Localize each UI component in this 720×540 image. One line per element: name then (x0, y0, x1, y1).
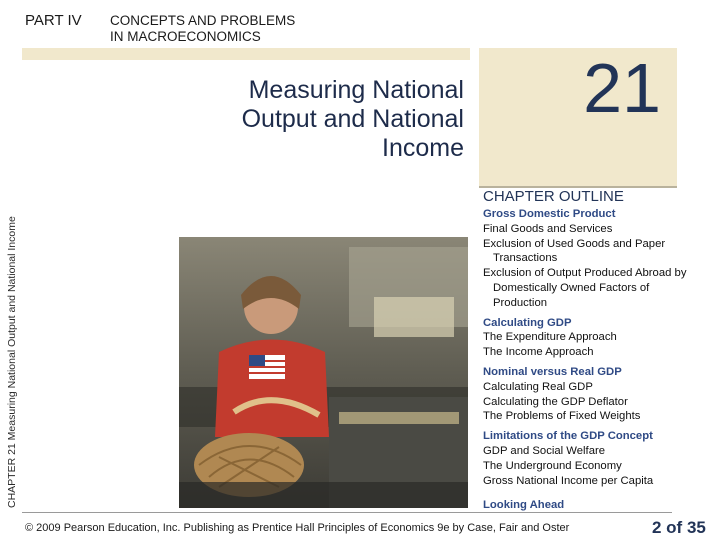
side-chapter-label: CHAPTER 21 Measuring National Output and National Income (6, 216, 18, 508)
chapter-outline (483, 207, 713, 513)
outline-item: Domestically Owned Factors of (493, 281, 650, 294)
title-line-3: Income (382, 134, 464, 162)
page-number: 2 of 35 (652, 518, 706, 537)
outline-item: Calculating the GDP Deflator (483, 395, 628, 408)
outline-item: The Problems of Fixed Weights (483, 410, 641, 423)
outline-item: Calculating Real GDP (483, 380, 593, 393)
photo-illustration (179, 237, 468, 508)
chapter-number: 21 (583, 49, 661, 127)
part-description (110, 13, 295, 45)
outline-item: The Underground Economy (483, 459, 622, 472)
chapter-title (184, 76, 464, 163)
outline-item: The Income Approach (483, 346, 594, 359)
outline-item: Production (493, 296, 548, 309)
outline-item: Exclusion of Used Goods and Paper (483, 237, 666, 250)
outline-heading[interactable]: Nominal versus Real GDP (483, 365, 622, 378)
part-description-line-1: CONCEPTS AND PROBLEMS (110, 13, 296, 28)
part-description-line-2: IN MACROECONOMICS (110, 29, 261, 44)
footer-divider (22, 512, 672, 513)
title-line-2: Output and National (241, 105, 464, 133)
outline-item: The Expenditure Approach (483, 331, 617, 344)
title-line-1: Measuring National (248, 76, 464, 104)
outline-heading[interactable]: Gross Domestic Product (483, 208, 616, 220)
part-label: PART IV (25, 12, 82, 29)
copyright-footer: © 2009 Pearson Education, Inc. Publishing as Prentice Hall Principles of Economics 9e by Case, Fair and Oster (25, 522, 570, 534)
outline-heading[interactable]: Calculating GDP (483, 316, 572, 329)
outline-item: Exclusion of Output Produced Abroad by (483, 267, 687, 280)
outline-item: Final Goods and Services (483, 222, 613, 235)
outline-item: Gross National Income per Capita (483, 474, 654, 487)
outline-heading[interactable]: Limitations of the GDP Concept (483, 430, 653, 443)
outline-item: GDP and Social Welfare (483, 444, 606, 457)
outline-item: Transactions (493, 252, 558, 265)
outline-title: CHAPTER OUTLINE (483, 188, 624, 205)
factory-worker-photo (179, 237, 468, 508)
outline-heading[interactable]: Looking Ahead (483, 499, 565, 512)
header-strip (22, 48, 470, 60)
